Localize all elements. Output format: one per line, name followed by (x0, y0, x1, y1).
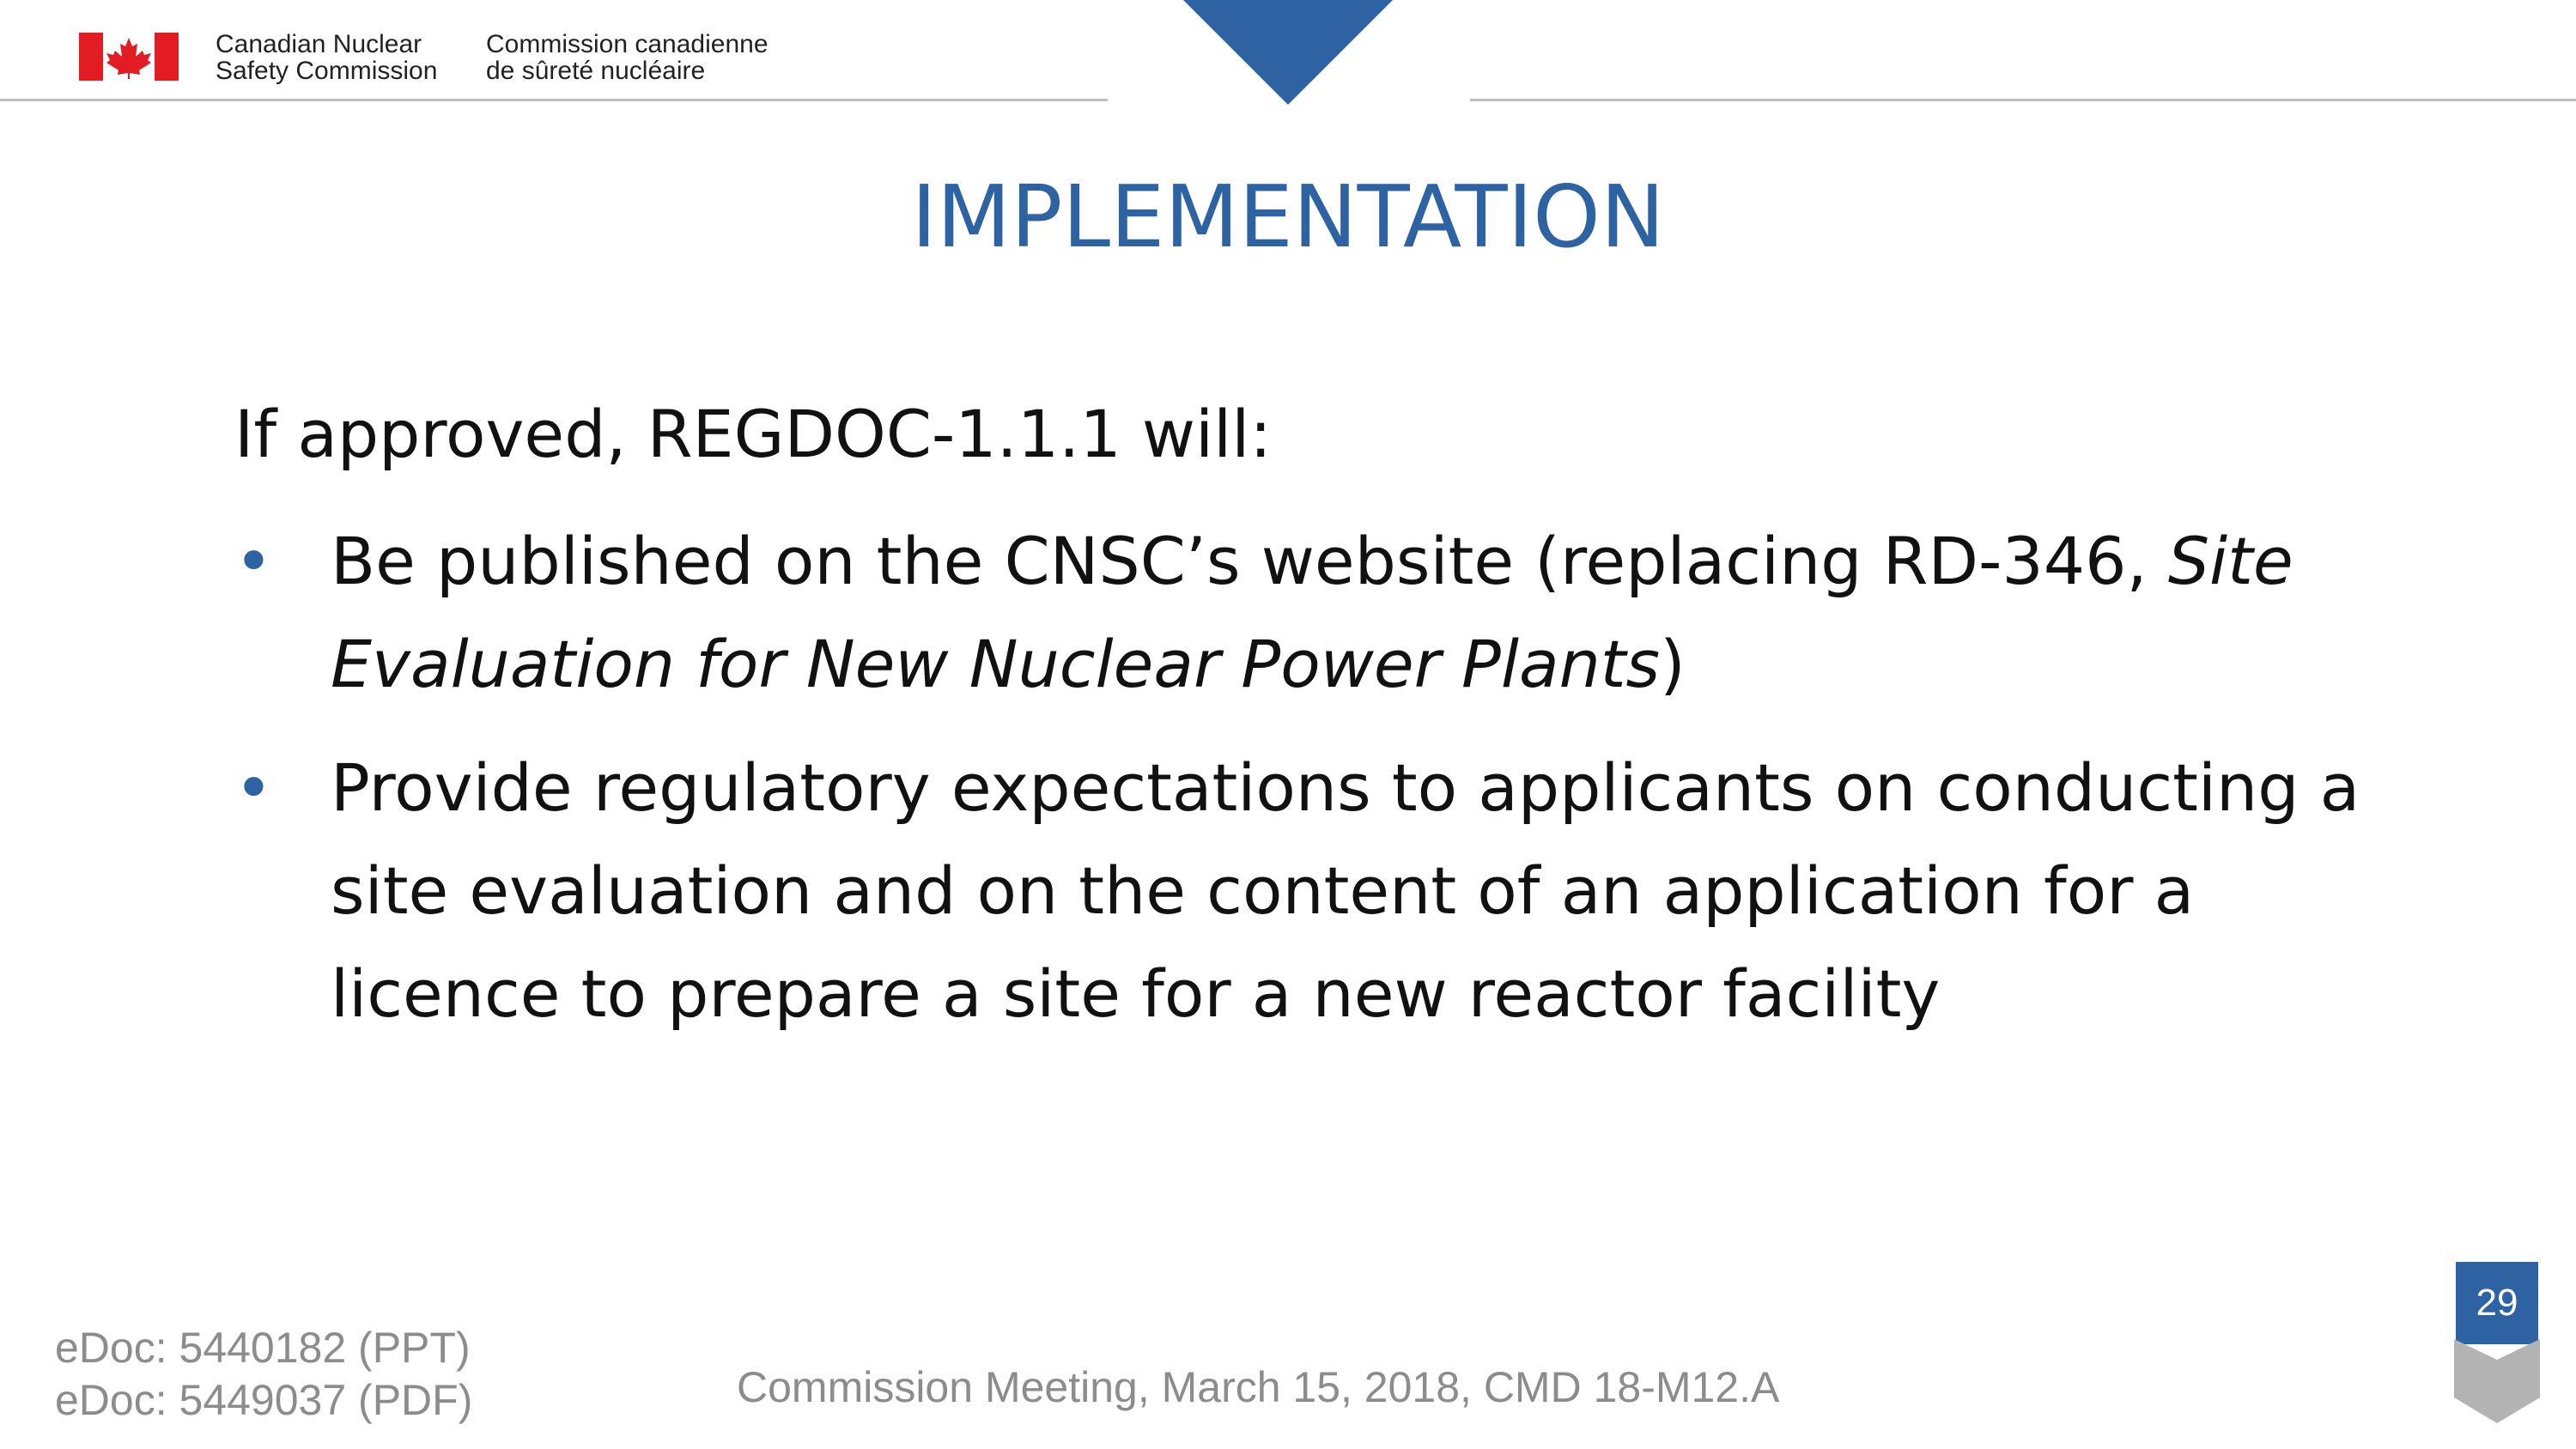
org-name-english-line2: Safety Commission (216, 57, 438, 85)
bullet-text: Provide regulatory expectations to applicants on conducting a site evaluation and on the content of an application for a licence to prepare a site for a new reactor facility (331, 749, 2360, 1032)
edoc-reference-pdf: eDoc: 5449037 (PDF) (55, 1376, 473, 1424)
bullet-text (331, 510, 2424, 716)
page-number: 29 (2456, 1262, 2538, 1344)
bullet-text-part: Be published on the CNSC’s website (replacing RD-346, (331, 523, 2168, 599)
chevron-down-icon (2454, 1339, 2540, 1423)
bullet-text-part: ) (1660, 626, 1686, 702)
canadian-flag-icon (79, 33, 179, 81)
meeting-reference: Commission Meeting, March 15, 2018, CMD 18-M12.A (737, 1363, 1780, 1411)
org-name-french-line2: de sûreté nucléaire (486, 57, 706, 85)
org-name-english-line1: Canadian Nuclear (216, 30, 422, 58)
bullet-dot-icon: • (234, 523, 273, 599)
bullet-item (234, 737, 2424, 1046)
bullet-dot-icon: • (234, 749, 273, 826)
org-name-french (486, 31, 769, 84)
document-title-italic: Site Evaluation for New Nuclear Power Plants (331, 523, 2293, 702)
bullet-item (234, 510, 2424, 716)
edoc-reference-ppt: eDoc: 5440182 (PPT) (55, 1324, 471, 1372)
slide-title: IMPLEMENTATION (911, 167, 1665, 267)
header-triangle-marker (1183, 0, 1393, 105)
org-name-english (216, 31, 437, 84)
header-rule-right (1470, 99, 2576, 101)
intro-text: If approved, REGDOC-1.1.1 will: (234, 396, 1272, 472)
header-rule-left (0, 99, 1108, 101)
org-name-french-line1: Commission canadienne (486, 30, 769, 58)
